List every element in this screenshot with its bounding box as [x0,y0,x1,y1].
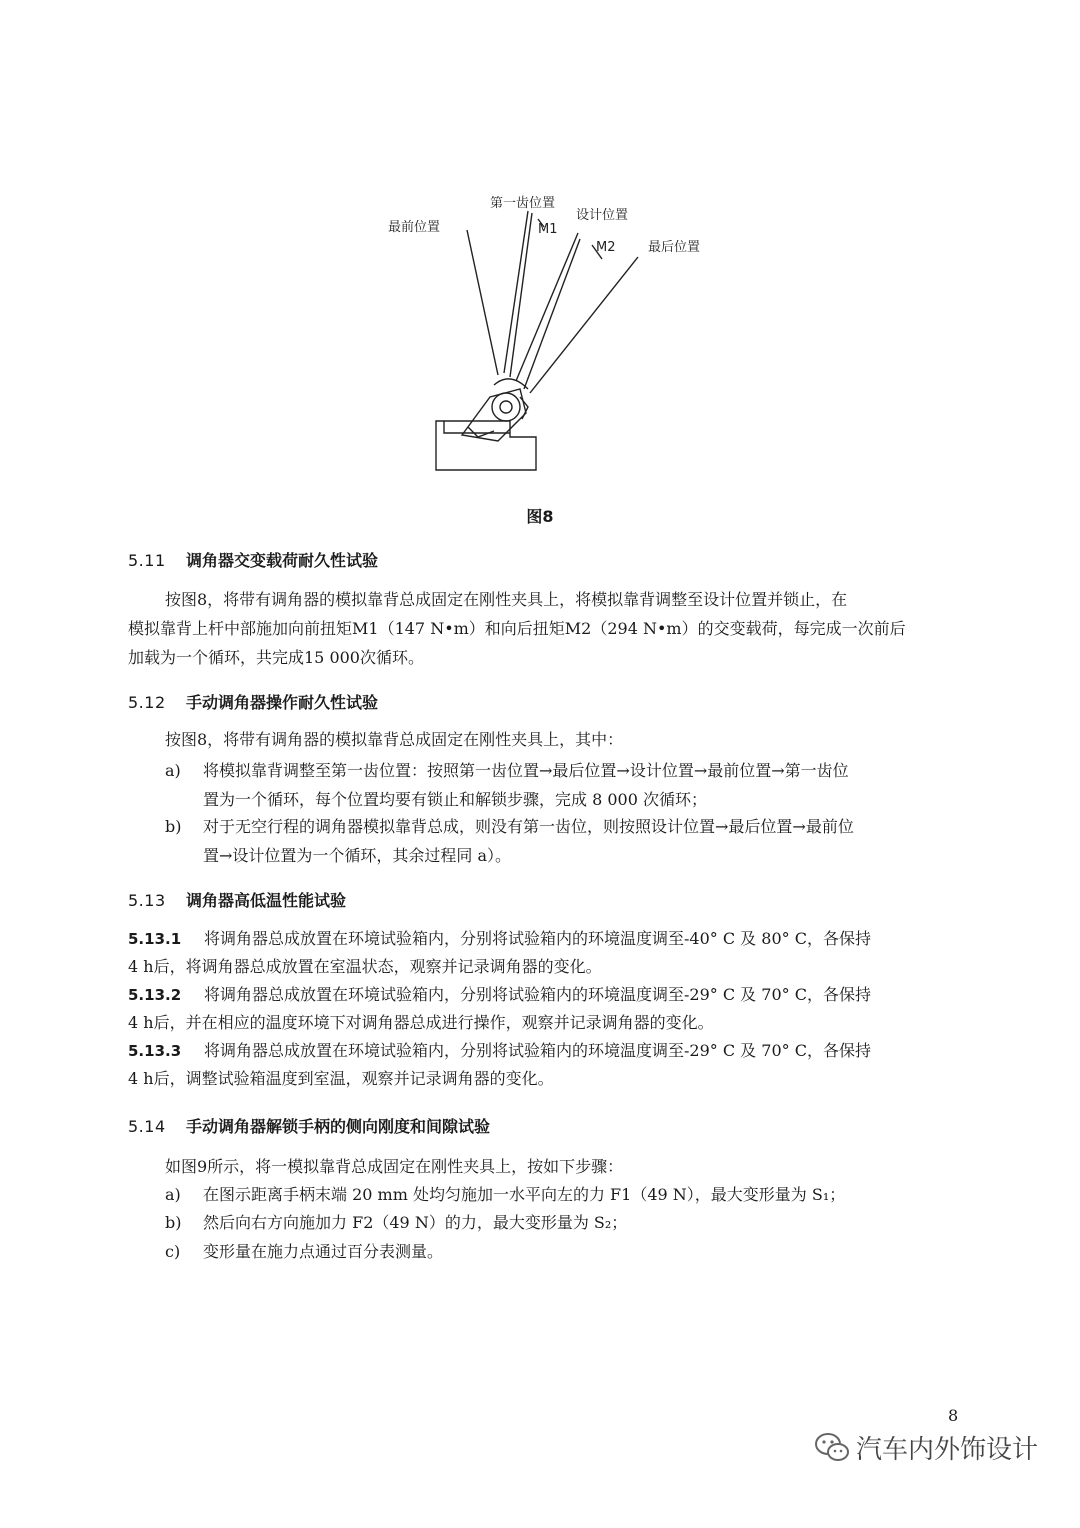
item-marker: b) [165,1213,182,1232]
subsection-number: 5.13.2 [128,986,182,1004]
section-heading-5-12 [128,690,378,713]
label-first-tooth: 第一齿位置 [490,196,556,211]
section-number: 5.13 [128,891,166,910]
item-text-continued: 置为一个循环，每个位置均要有锁止和解锁步骤，完成 8 000 次循环； [203,790,707,809]
item-marker: c) [165,1242,181,1261]
label-design: 设计位置 [576,208,629,223]
list-item [165,1237,443,1267]
subsection-5-13-3 [128,1036,871,1066]
paragraph-line: 模拟靠背上杆中部施加向前扭矩M1（147 N•m）和向后扭矩M2（294 N•m）的交变载荷，每完成一次前后 [128,619,906,638]
item-marker: a) [165,1185,181,1204]
item-text: 变形量在施力点通过百分表测量。 [203,1242,444,1261]
subsection-text-continued: 4 h后，将调角器总成放置在室温状态，观察并记录调角器的变化。 [128,957,602,976]
subsection-text-continued: 4 h后，调整试验箱温度到室温，观察并记录调角器的变化。 [128,1069,554,1088]
subsection-text: 将调角器总成放置在环境试验箱内，分别将试验箱内的环境温度调至-40° C 及 80° C，各保持 [204,929,871,948]
item-text: 将模拟靠背调整至第一齿位置：按照第一齿位置→最后位置→设计位置→最前位置→第一齿位 [203,761,849,780]
subsection-5-13-2 [128,980,871,1010]
wechat-icon [812,1427,852,1467]
label-frontmost: 最前位置 [388,220,441,235]
subsection-number: 5.13.1 [128,930,182,948]
list-item [165,1208,627,1238]
section-title: 手动调角器解锁手柄的侧向刚度和间隙试验 [186,1117,491,1136]
section-title: 调角器高低温性能试验 [186,891,347,910]
section-heading-5-14 [128,1114,490,1137]
item-marker: a) [165,761,181,780]
subsection-text-continued: 4 h后，并在相应的温度环境下对调角器总成进行操作，观察并记录调角器的变化。 [128,1013,714,1032]
list-item [165,1180,845,1210]
paragraph-line: 按图8，将带有调角器的模拟靠背总成固定在刚性夹具上，将模拟靠背调整至设计位置并锁止，在 [165,590,848,609]
label-m2: M2 [596,240,616,255]
subsection-text: 将调角器总成放置在环境试验箱内，分别将试验箱内的环境温度调至-29° C 及 70° C，各保持 [204,985,871,1004]
list-item [165,812,854,842]
item-text: 然后向右方向施加力 F2（49 N）的力，最大变形量为 S₂； [203,1213,628,1232]
section-number: 5.14 [128,1117,166,1136]
footer-text: 汽车内外饰设计 [856,1435,1039,1465]
section-number: 5.11 [128,551,166,570]
footer-watermark [812,1423,1062,1467]
paragraph-line: 加载为一个循环，共完成15 000次循环。 [128,648,424,667]
label-m1: M1 [538,222,558,237]
section-heading-5-11 [128,548,378,571]
page-number: 8 [948,1406,959,1425]
item-marker: b) [165,817,182,836]
item-text-continued: 置→设计位置为一个循环，其余过程同 a）。 [203,846,512,865]
subsection-5-13-1 [128,924,871,954]
list-item [165,756,849,786]
section-number: 5.12 [128,693,166,712]
figure-8-diagram [370,175,730,485]
section-heading-5-13 [128,888,346,911]
section-title: 手动调角器操作耐久性试验 [186,693,379,712]
subsection-number: 5.13.3 [128,1042,182,1060]
label-rearmost: 最后位置 [648,240,701,255]
section-title: 调角器交变载荷耐久性试验 [186,551,379,570]
figure-caption: 图8 [526,507,554,526]
item-text: 对于无空行程的调角器模拟靠背总成，则没有第一齿位，则按照设计位置→最后位置→最前位 [203,817,854,836]
paragraph-line: 如图9所示，将一模拟靠背总成固定在刚性夹具上，按如下步骤： [165,1157,624,1176]
item-text: 在图示距离手柄末端 20 mm 处均匀施加一水平向左的力 F1（49 N），最大变形量为 S₁； [203,1185,846,1204]
paragraph-line: 按图8，将带有调角器的模拟靠背总成固定在刚性夹具上，其中： [165,730,624,749]
subsection-text: 将调角器总成放置在环境试验箱内，分别将试验箱内的环境温度调至-29° C 及 70° C，各保持 [204,1041,871,1060]
